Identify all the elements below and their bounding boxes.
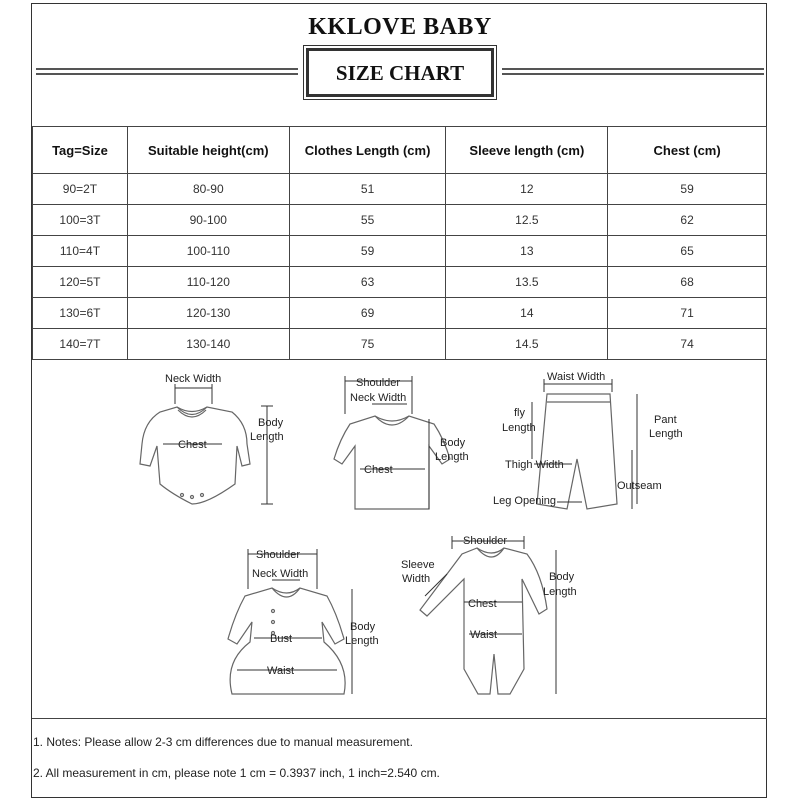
table-cell: 65 <box>608 236 767 267</box>
table-cell: 51 <box>289 174 446 205</box>
table-cell: 13.5 <box>446 267 608 298</box>
note-1: 1. Notes: Please allow 2-3 cm differences due to manual measurement. <box>33 735 413 749</box>
length-label: Length <box>345 635 379 647</box>
table-cell: 110-120 <box>127 267 289 298</box>
thigh-width-label: Thigh Width <box>505 459 564 471</box>
shoulder-label: Shoulder <box>463 535 508 547</box>
bust-label: Bust <box>270 633 293 645</box>
body-label: Body <box>350 621 376 633</box>
size-chart-title-box <box>306 48 494 97</box>
table-cell: 120-130 <box>127 298 289 329</box>
length-label: Length <box>543 586 577 598</box>
col-header: Clothes Length (cm) <box>289 127 446 174</box>
waist-width-label: Waist Width <box>547 371 606 383</box>
table-cell: 74 <box>608 329 767 360</box>
size-chart-title: SIZE CHART <box>335 61 465 85</box>
sleeve-label: Sleeve <box>401 559 435 571</box>
table-cell: 14.5 <box>446 329 608 360</box>
table-row <box>33 267 767 298</box>
shirt-diagram <box>334 376 469 509</box>
table-cell: 55 <box>289 205 446 236</box>
col-header: Sleeve length (cm) <box>446 127 608 174</box>
table-cell: 12.5 <box>446 205 608 236</box>
table-cell: 110=4T <box>33 236 128 267</box>
body-label: Body <box>549 571 575 583</box>
chest-label: Chest <box>364 464 393 476</box>
fly-length-label: Length <box>502 422 536 434</box>
table-cell: 62 <box>608 205 767 236</box>
table-row <box>33 236 767 267</box>
waist-label: Waist <box>267 665 295 677</box>
measurement-diagrams <box>32 364 767 718</box>
shoulder-label: Shoulder <box>256 549 301 561</box>
chest-label: Chest <box>468 598 497 610</box>
table-cell: 100-110 <box>127 236 289 267</box>
waist-label: Waist <box>470 629 498 641</box>
neck-width-label: Neck Width <box>350 392 407 404</box>
body-label: Body <box>440 437 466 449</box>
col-header: Suitable height(cm) <box>127 127 289 174</box>
table-header-row <box>33 127 767 174</box>
title-rule-right <box>502 68 764 75</box>
bodysuit-diagram <box>140 373 284 504</box>
width-label: Width <box>402 573 431 585</box>
pants-diagram <box>493 371 683 509</box>
table-row <box>33 298 767 329</box>
dress-diagram <box>228 549 379 694</box>
romper-diagram <box>401 535 577 694</box>
note-2: 2. All measurement in cm, please note 1 cm = 0.3937 inch, 1 inch=2.540 cm. <box>33 766 440 780</box>
pant-label: Pant <box>654 414 677 426</box>
neck-width-label: Neck Width <box>252 568 309 580</box>
brand-title: KKLOVE BABY <box>308 14 492 40</box>
table-row <box>33 205 767 236</box>
table-cell: 63 <box>289 267 446 298</box>
table-cell: 90=2T <box>33 174 128 205</box>
shoulder-label: Shoulder <box>356 377 401 389</box>
table-cell: 71 <box>608 298 767 329</box>
notes-divider <box>32 718 767 719</box>
table-cell: 14 <box>446 298 608 329</box>
table-cell: 120=5T <box>33 267 128 298</box>
table-cell: 130=6T <box>33 298 128 329</box>
table-cell: 80-90 <box>127 174 289 205</box>
table-cell: 59 <box>608 174 767 205</box>
col-header: Tag=Size <box>33 127 128 174</box>
garment-diagrams <box>32 364 767 718</box>
chest-label: Chest <box>178 439 207 451</box>
length-label: Length <box>250 431 284 443</box>
table-cell: 68 <box>608 267 767 298</box>
neck-width-label: Neck Width <box>165 373 222 385</box>
outseam-label: Outseam <box>617 480 662 492</box>
table-cell: 90-100 <box>127 205 289 236</box>
col-header: Chest (cm) <box>608 127 767 174</box>
leg-opening-label: Leg Opening <box>493 495 556 507</box>
table-cell: 75 <box>289 329 446 360</box>
size-table <box>32 126 767 360</box>
table-cell: 13 <box>446 236 608 267</box>
table-cell: 12 <box>446 174 608 205</box>
fly-label: fly <box>514 407 525 419</box>
table-row <box>33 329 767 360</box>
table-row <box>33 174 767 205</box>
length-label: Length <box>435 451 469 463</box>
title-rule-left <box>36 68 298 75</box>
table-cell: 59 <box>289 236 446 267</box>
table-cell: 140=7T <box>33 329 128 360</box>
body-label: Body <box>258 417 284 429</box>
table-cell: 69 <box>289 298 446 329</box>
pant-length-label: Length <box>649 428 683 440</box>
table-cell: 130-140 <box>127 329 289 360</box>
table-cell: 100=3T <box>33 205 128 236</box>
